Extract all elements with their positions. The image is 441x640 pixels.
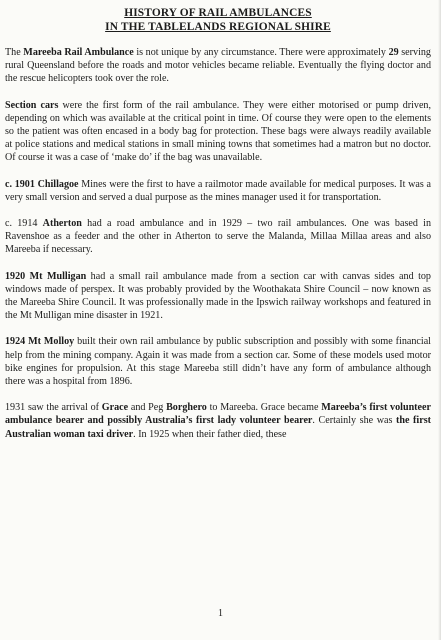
- text-run: c. 1914: [5, 218, 43, 230]
- text-run: to Mareeba. Grace became: [206, 402, 322, 414]
- paragraph-5: [5, 270, 431, 323]
- text-run: 1931 saw the arrival of: [5, 402, 102, 414]
- paragraph-4: [5, 217, 431, 257]
- bold-text: 1920 Mt Mulligan: [5, 270, 87, 282]
- bold-text: Mareeba Rail Ambulance: [23, 47, 134, 58]
- text-run: is not unique by any circumstance. There were approximately: [133, 47, 389, 58]
- bold-text: 1924 Mt Molloy: [5, 336, 75, 348]
- text-run: had a small rail ambulance made from a section car with canvas sides and top windows made of perspex. It was probably provided by the Woothakata Shire Council – now known as the Mareeba Shire Council. It was professionally made in the Ipswich railway workshops and featured in the Mt Mulligan mine disaster in 1921.: [5, 270, 431, 322]
- bold-text: 29: [388, 47, 399, 58]
- bold-text: c. 1901 Chillagoe: [5, 178, 79, 190]
- title-line-2: IN THE TABLELANDS REGIONAL SHIRE: [105, 21, 331, 33]
- paragraph-2: [5, 99, 431, 165]
- text-run: had a road ambulance and in 1929 – two rail ambulances. One was based in Ravenshoe as a feeder and the other in Atherton to serve the Malanda, Millaa Millaa areas and also Mareeba if necessary.: [5, 218, 431, 256]
- text-run: . Certainly she was: [312, 415, 396, 427]
- document-title: [5, 6, 431, 34]
- text-run: built their own rail ambulance by public subscription and possibly with some financial help from the mining company. Again it was made from a section car. Some of these models used motor bike engines for propulsion. At this stage Mareeba still didn’t have any form of ambulance although there was a hospital from 1896.: [5, 336, 431, 388]
- page-number: 1: [218, 608, 223, 619]
- paragraph-7: [5, 401, 431, 441]
- paragraph-6: [5, 335, 431, 388]
- bold-text: Atherton: [42, 218, 82, 230]
- document-body: [5, 46, 431, 441]
- bold-text: the first Australian woman taxi driver: [5, 415, 431, 440]
- text-run: The: [5, 47, 24, 58]
- text-run: and Peg: [128, 402, 167, 414]
- text-run: Mines were the first to have a railmotor made available for medical purposes. It was a very small version and served a dual purpose as the mines manager used it for transportation.: [5, 178, 431, 203]
- title-line-1: HISTORY OF RAIL AMBULANCES: [124, 7, 312, 19]
- bold-text: Section cars: [5, 99, 59, 111]
- bold-text: Mareeba’s first volunteer ambulance bearer and possibly Australia’s first lady volunteer bearer: [5, 402, 431, 427]
- bold-text: Grace: [101, 402, 129, 414]
- paragraph-1: [5, 46, 431, 86]
- text-run: were the first form of the rail ambulance. They were either motorised or pump driven, depending on which was available at the critical point in time. Of course they were open to the elements so the patient was often encased in a body bag for protection. These bags were always readily available at police stations and medical stations in small mining towns that sometimes had a matron but no doctor. Of course it was a case of ‘make do’ if the bag was unavailable.: [5, 99, 431, 164]
- paragraph-3: [5, 178, 431, 204]
- bold-text: Borghero: [166, 402, 207, 414]
- text-run: . In 1925 when their father died, these: [133, 428, 287, 440]
- text-run: serving rural Queensland before the roads and motor vehicles became reliable. Eventually the flying doctor and the rescue helicopters took over the role.: [5, 47, 431, 85]
